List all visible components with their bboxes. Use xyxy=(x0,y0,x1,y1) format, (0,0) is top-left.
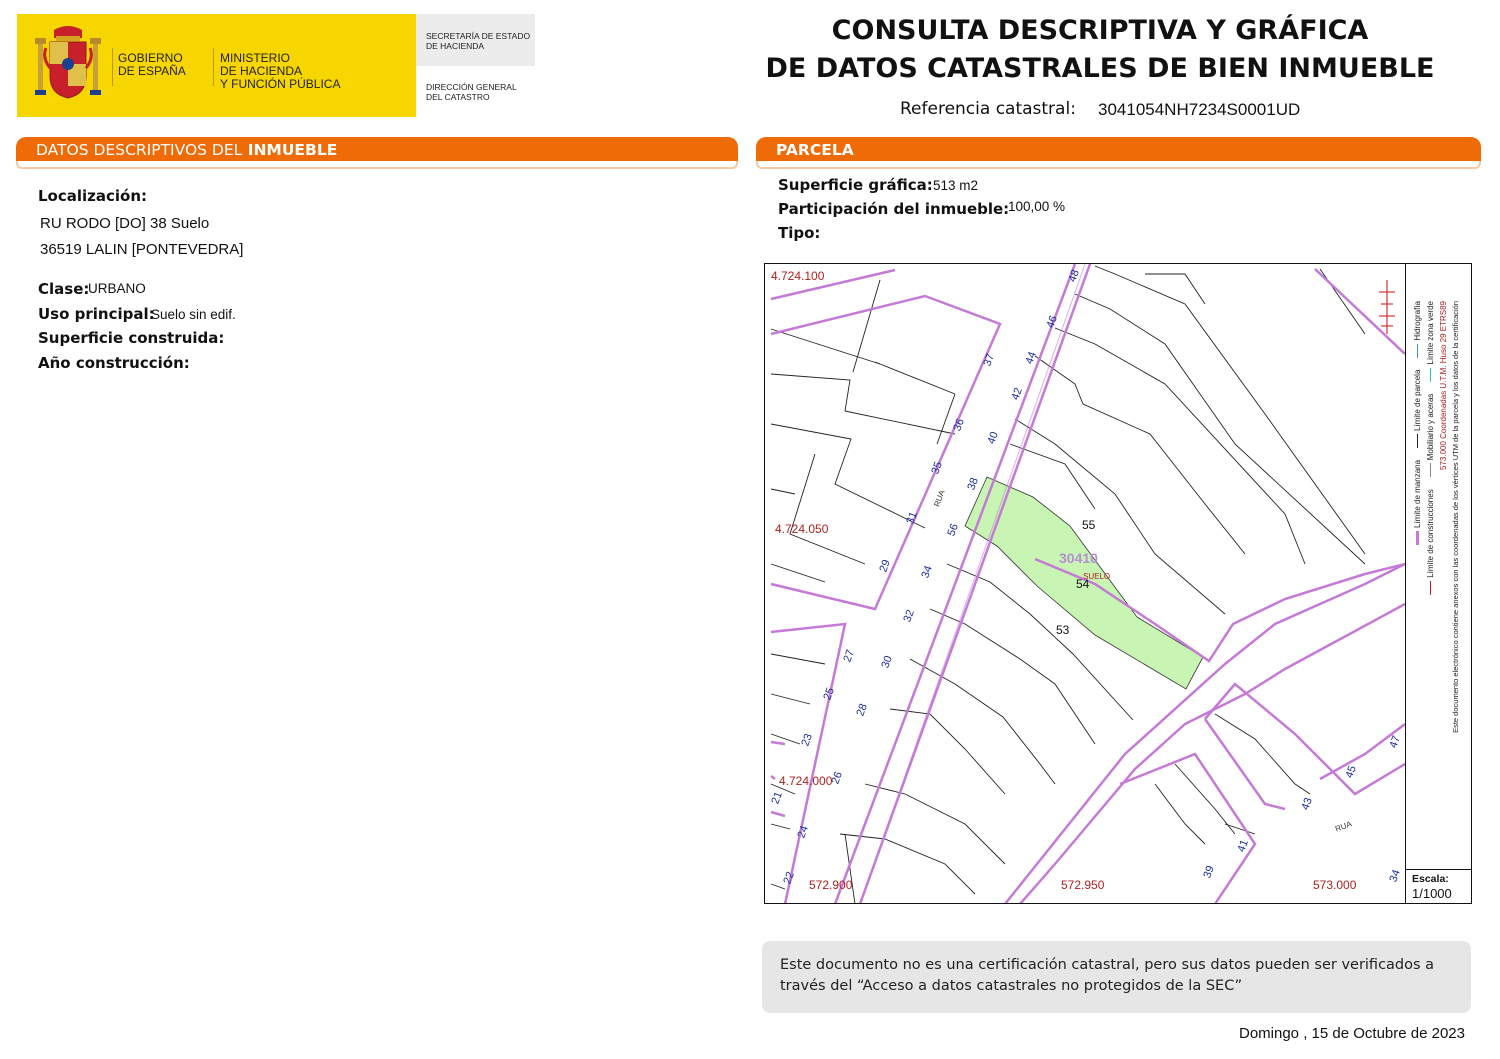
house-number: 47 xyxy=(1387,734,1403,750)
legend-swatch-icon xyxy=(1417,344,1418,358)
street-name: RUA xyxy=(1333,819,1353,834)
section-header-descriptivos xyxy=(16,137,738,161)
house-number: 38 xyxy=(965,476,981,492)
parcel-id-label: 30410 xyxy=(1059,550,1098,566)
house-number: 21 xyxy=(769,790,785,806)
address-line1: RU RODO [DO] 38 Suelo xyxy=(40,215,210,232)
section-header-parcela xyxy=(756,137,1481,161)
house-number: 30 xyxy=(879,654,895,670)
house-number: 34 xyxy=(919,564,935,580)
superficie-grafica-value: 513 m2 xyxy=(933,178,979,193)
coord-y-label: 4.724.100 xyxy=(771,269,825,283)
house-number: 43 xyxy=(1299,796,1315,812)
house-number: 31 xyxy=(904,510,920,526)
participacion-value: 100,00 % xyxy=(1008,199,1066,214)
house-number: 41 xyxy=(1235,838,1251,854)
logo-divider xyxy=(213,48,214,86)
lot-number: 55 xyxy=(1082,518,1096,532)
localizacion-label: Localización: xyxy=(38,187,148,205)
coord-x-label: 572.900 xyxy=(809,878,853,892)
house-number: 40 xyxy=(985,430,1001,446)
clase-label: Clase: xyxy=(38,280,90,298)
scale-box xyxy=(1405,869,1471,903)
house-number: 44 xyxy=(1023,350,1039,366)
secretaria-name: SECRETARÍA DE ESTADO DE HACIENDA xyxy=(426,31,531,51)
legend-coords: 573.000 Coordenadas U.T.M. Huso 29 ETRS89 xyxy=(1439,301,1448,470)
legend-swatch-icon xyxy=(1417,434,1418,448)
house-number: 42 xyxy=(1009,386,1025,402)
gov-name: GOBIERNO DE ESPAÑA xyxy=(118,51,186,78)
legend-item: Límite de construcciones xyxy=(1426,489,1435,595)
house-number: 36 xyxy=(951,417,967,433)
scale-value: 1/1000 xyxy=(1412,886,1452,901)
map-legend xyxy=(1405,264,1471,869)
legend-item: Hidrografía xyxy=(1413,301,1422,358)
legend-swatch-icon xyxy=(1430,463,1431,477)
north-arrow-icon xyxy=(1379,280,1395,334)
anio-construccion-label: Año construcción: xyxy=(38,354,190,372)
participacion-label: Participación del inmueble: xyxy=(778,200,1010,218)
refcat-label: Referencia catastral: xyxy=(900,99,1076,119)
legend-swatch-icon xyxy=(1430,581,1431,595)
superficie-grafica-label: Superficie gráfica: xyxy=(778,176,933,194)
section-title-part2: INMUEBLE xyxy=(247,141,338,159)
legend-item: Límite zona verde xyxy=(1426,301,1435,382)
house-number: 34 xyxy=(1387,868,1403,884)
uso-label: Uso principal: xyxy=(38,305,155,323)
tipo-label: Tipo: xyxy=(778,224,821,242)
superficie-construida-label: Superficie construida: xyxy=(38,329,225,347)
address-line2: 36519 LALIN [PONTEVEDRA] xyxy=(40,241,244,258)
house-number: 28 xyxy=(854,702,870,718)
house-number: 29 xyxy=(877,558,893,574)
direccion-name: DIRECCIÓN GENERAL DEL CATASTRO xyxy=(426,82,517,102)
page-title-line1: CONSULTA DESCRIPTIVA Y GRÁFICA xyxy=(831,15,1369,46)
document-date: Domingo , 15 de Octubre de 2023 xyxy=(1239,1025,1465,1042)
legend-item: Mobiliario y aceras xyxy=(1426,394,1435,478)
house-number: 22 xyxy=(781,870,797,886)
house-number: 45 xyxy=(1343,764,1359,780)
house-number: 48 xyxy=(1066,268,1082,284)
house-number: 39 xyxy=(1201,864,1217,880)
house-number: 26 xyxy=(829,770,845,786)
section-underline xyxy=(756,161,1481,169)
coat-of-arms-icon xyxy=(32,24,104,104)
house-number: 27 xyxy=(841,648,857,664)
coord-y-label: 4.724.000 xyxy=(779,774,833,788)
clase-value: URBANO xyxy=(88,281,146,296)
parcela-title: PARCELA xyxy=(776,141,854,159)
section-underline xyxy=(16,161,738,169)
legend-swatch-icon xyxy=(1416,531,1419,545)
house-number: 25 xyxy=(821,686,837,702)
lot-number: 53 xyxy=(1056,623,1070,637)
house-number: 37 xyxy=(981,352,997,368)
cadastral-map xyxy=(764,263,1472,904)
legend-item: Límite de parcela xyxy=(1413,370,1422,448)
disclaimer-line2: través del “Acceso a datos catastrales no protegidos de la SEC” xyxy=(780,978,1243,994)
disclaimer-line1: Este documento no es una certificación catastral, pero sus datos pueden ser verificados a xyxy=(780,957,1435,973)
logo-divider xyxy=(112,48,113,86)
parcel-suelo-label: SUELO xyxy=(1083,572,1111,581)
house-number: 35 xyxy=(929,460,945,476)
ministry-name: MINISTERIO DE HACIENDA Y FUNCIÓN PÚBLICA xyxy=(220,51,341,91)
house-number: 24 xyxy=(795,824,811,840)
street-name: RUA xyxy=(932,489,947,508)
coord-y-label: 4.724.050 xyxy=(775,522,829,536)
legend-note: Este documento electrónico contiene anexos con las coordenadas de los vértices UTM de la parcela y los datos de la certificación xyxy=(1451,301,1460,733)
house-number: 23 xyxy=(799,732,815,748)
disclaimer-box xyxy=(762,941,1471,1013)
coord-x-label: 573.000 xyxy=(1313,878,1357,892)
legend-item: Límite de manzana xyxy=(1413,460,1422,545)
section-title-part1: DATOS DESCRIPTIVOS DEL xyxy=(36,141,243,159)
coord-x-label: 572.950 xyxy=(1061,878,1105,892)
refcat-value: 3041054NH7234S0001UD xyxy=(1098,100,1301,119)
uso-value: Suelo sin edif. xyxy=(151,307,236,322)
house-number: 56 xyxy=(945,522,961,538)
house-number: 32 xyxy=(901,608,917,624)
lot-number: 54 xyxy=(1076,577,1090,591)
page-title-line2: DE DATOS CATASTRALES DE BIEN INMUEBLE xyxy=(765,53,1435,84)
legend-swatch-icon xyxy=(1430,368,1431,382)
house-number: 46 xyxy=(1044,314,1060,330)
scale-label: Escala: xyxy=(1412,873,1449,885)
